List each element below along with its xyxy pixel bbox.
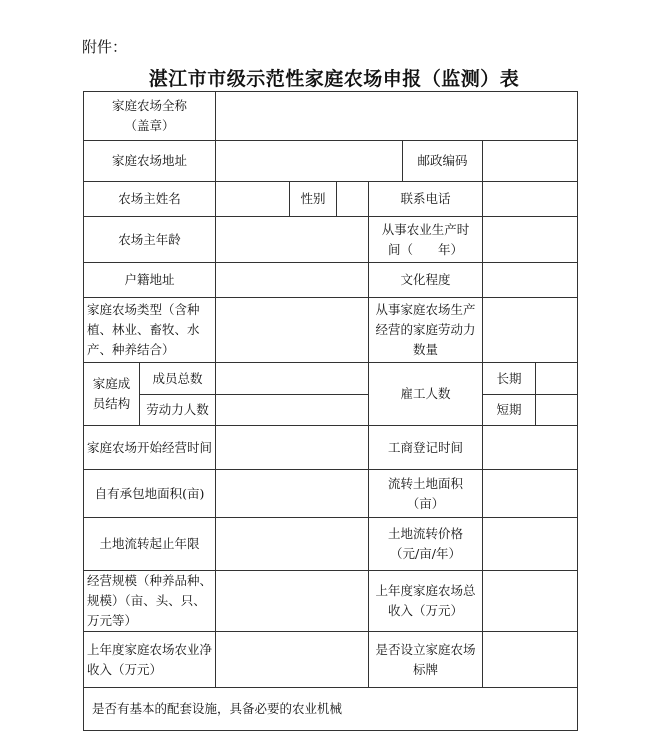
farm-name-label-line1: 家庭农场全称 [112, 98, 188, 113]
application-form-table [83, 91, 578, 731]
member-total-value[interactable] [216, 363, 369, 395]
farm-name-label-line2: （盖章） [124, 118, 175, 133]
contracted-land-area-label: 自有承包地面积(亩) [84, 470, 216, 518]
farm-type-label: 家庭农场类型（含种植、林业、畜牧、水产、种养结合） [84, 298, 216, 363]
household-registration-value[interactable] [216, 263, 369, 298]
gender-value[interactable] [337, 182, 369, 217]
farm-address-label: 家庭农场地址 [84, 141, 216, 182]
transfer-price-label-line1: 土地流转价格 [388, 526, 464, 541]
signboard-label: 是否设立家庭农场标牌 [369, 632, 483, 688]
farm-address-value[interactable] [216, 141, 403, 182]
transferred-land-label-line1: 流转土地面积 [388, 475, 464, 491]
family-labor-label: 从事家庭农场生产经营的家庭劳动力数量 [369, 298, 483, 363]
transferred-land-label [369, 470, 483, 518]
education-value[interactable] [483, 263, 578, 298]
family-structure-label: 家庭成员结构 [84, 363, 140, 426]
contracted-land-area-value[interactable] [216, 470, 369, 518]
transfer-period-value[interactable] [216, 518, 369, 571]
member-total-label: 成员总数 [140, 363, 216, 395]
farming-years-label-line1: 从事农业生产时 [381, 221, 470, 237]
owner-name-label: 农场主姓名 [84, 182, 216, 217]
signboard-value[interactable] [483, 632, 578, 688]
last-year-total-income-value[interactable] [483, 571, 578, 632]
owner-name-value[interactable] [216, 182, 290, 217]
facilities-label: 是否有基本的配套设施，具备必要的农业机械 [84, 688, 578, 731]
start-time-label: 家庭农场开始经营时间 [84, 426, 216, 470]
transferred-land-value[interactable] [483, 470, 578, 518]
hired-workers-label: 雇工人数 [369, 363, 483, 426]
business-registration-time-label: 工商登记时间 [369, 426, 483, 470]
contact-phone-label: 联系电话 [369, 182, 483, 217]
transfer-price-label-line2: （元/亩/年） [390, 546, 461, 561]
gender-label: 性别 [290, 182, 337, 217]
labor-count-value[interactable] [216, 395, 369, 426]
transferred-land-label-line2: （亩） [406, 495, 445, 511]
household-registration-label: 户籍地址 [84, 263, 216, 298]
transfer-price-label [369, 518, 483, 571]
short-term-value[interactable] [536, 395, 578, 426]
farm-name-value[interactable] [216, 92, 578, 141]
contact-phone-value[interactable] [483, 182, 578, 217]
last-year-net-income-value[interactable] [216, 632, 369, 688]
farm-name-label [84, 92, 216, 141]
owner-age-value[interactable] [216, 217, 369, 263]
business-scale-value[interactable] [216, 571, 369, 632]
transfer-price-value[interactable] [483, 518, 578, 571]
business-scale-label: 经营规模（种养品种、规模）（亩、头、只、万元等） [84, 571, 216, 632]
business-registration-time-value[interactable] [483, 426, 578, 470]
last-year-net-income-label: 上年度家庭农场农业净收入（万元） [84, 632, 216, 688]
long-term-label: 长期 [483, 363, 536, 395]
short-term-label: 短期 [483, 395, 536, 426]
attachment-label: 附件： [82, 38, 128, 56]
family-labor-value[interactable] [483, 298, 578, 363]
long-term-value[interactable] [536, 363, 578, 395]
farming-years-label [369, 217, 483, 263]
form-title: 湛江市市级示范性家庭农场申报（监测）表 [148, 68, 520, 90]
postal-code-label: 邮政编码 [403, 141, 483, 182]
start-time-value[interactable] [216, 426, 369, 470]
farming-years-value[interactable] [483, 217, 578, 263]
labor-count-label: 劳动力人数 [140, 395, 216, 426]
owner-age-label: 农场主年龄 [84, 217, 216, 263]
transfer-period-label: 土地流转起止年限 [84, 518, 216, 571]
last-year-total-income-label: 上年度家庭农场总收入（万元） [369, 571, 483, 632]
postal-code-value[interactable] [483, 141, 578, 182]
farming-years-label-line2: 间（ 年） [388, 241, 464, 257]
farm-type-value[interactable] [216, 298, 369, 363]
education-label: 文化程度 [369, 263, 483, 298]
